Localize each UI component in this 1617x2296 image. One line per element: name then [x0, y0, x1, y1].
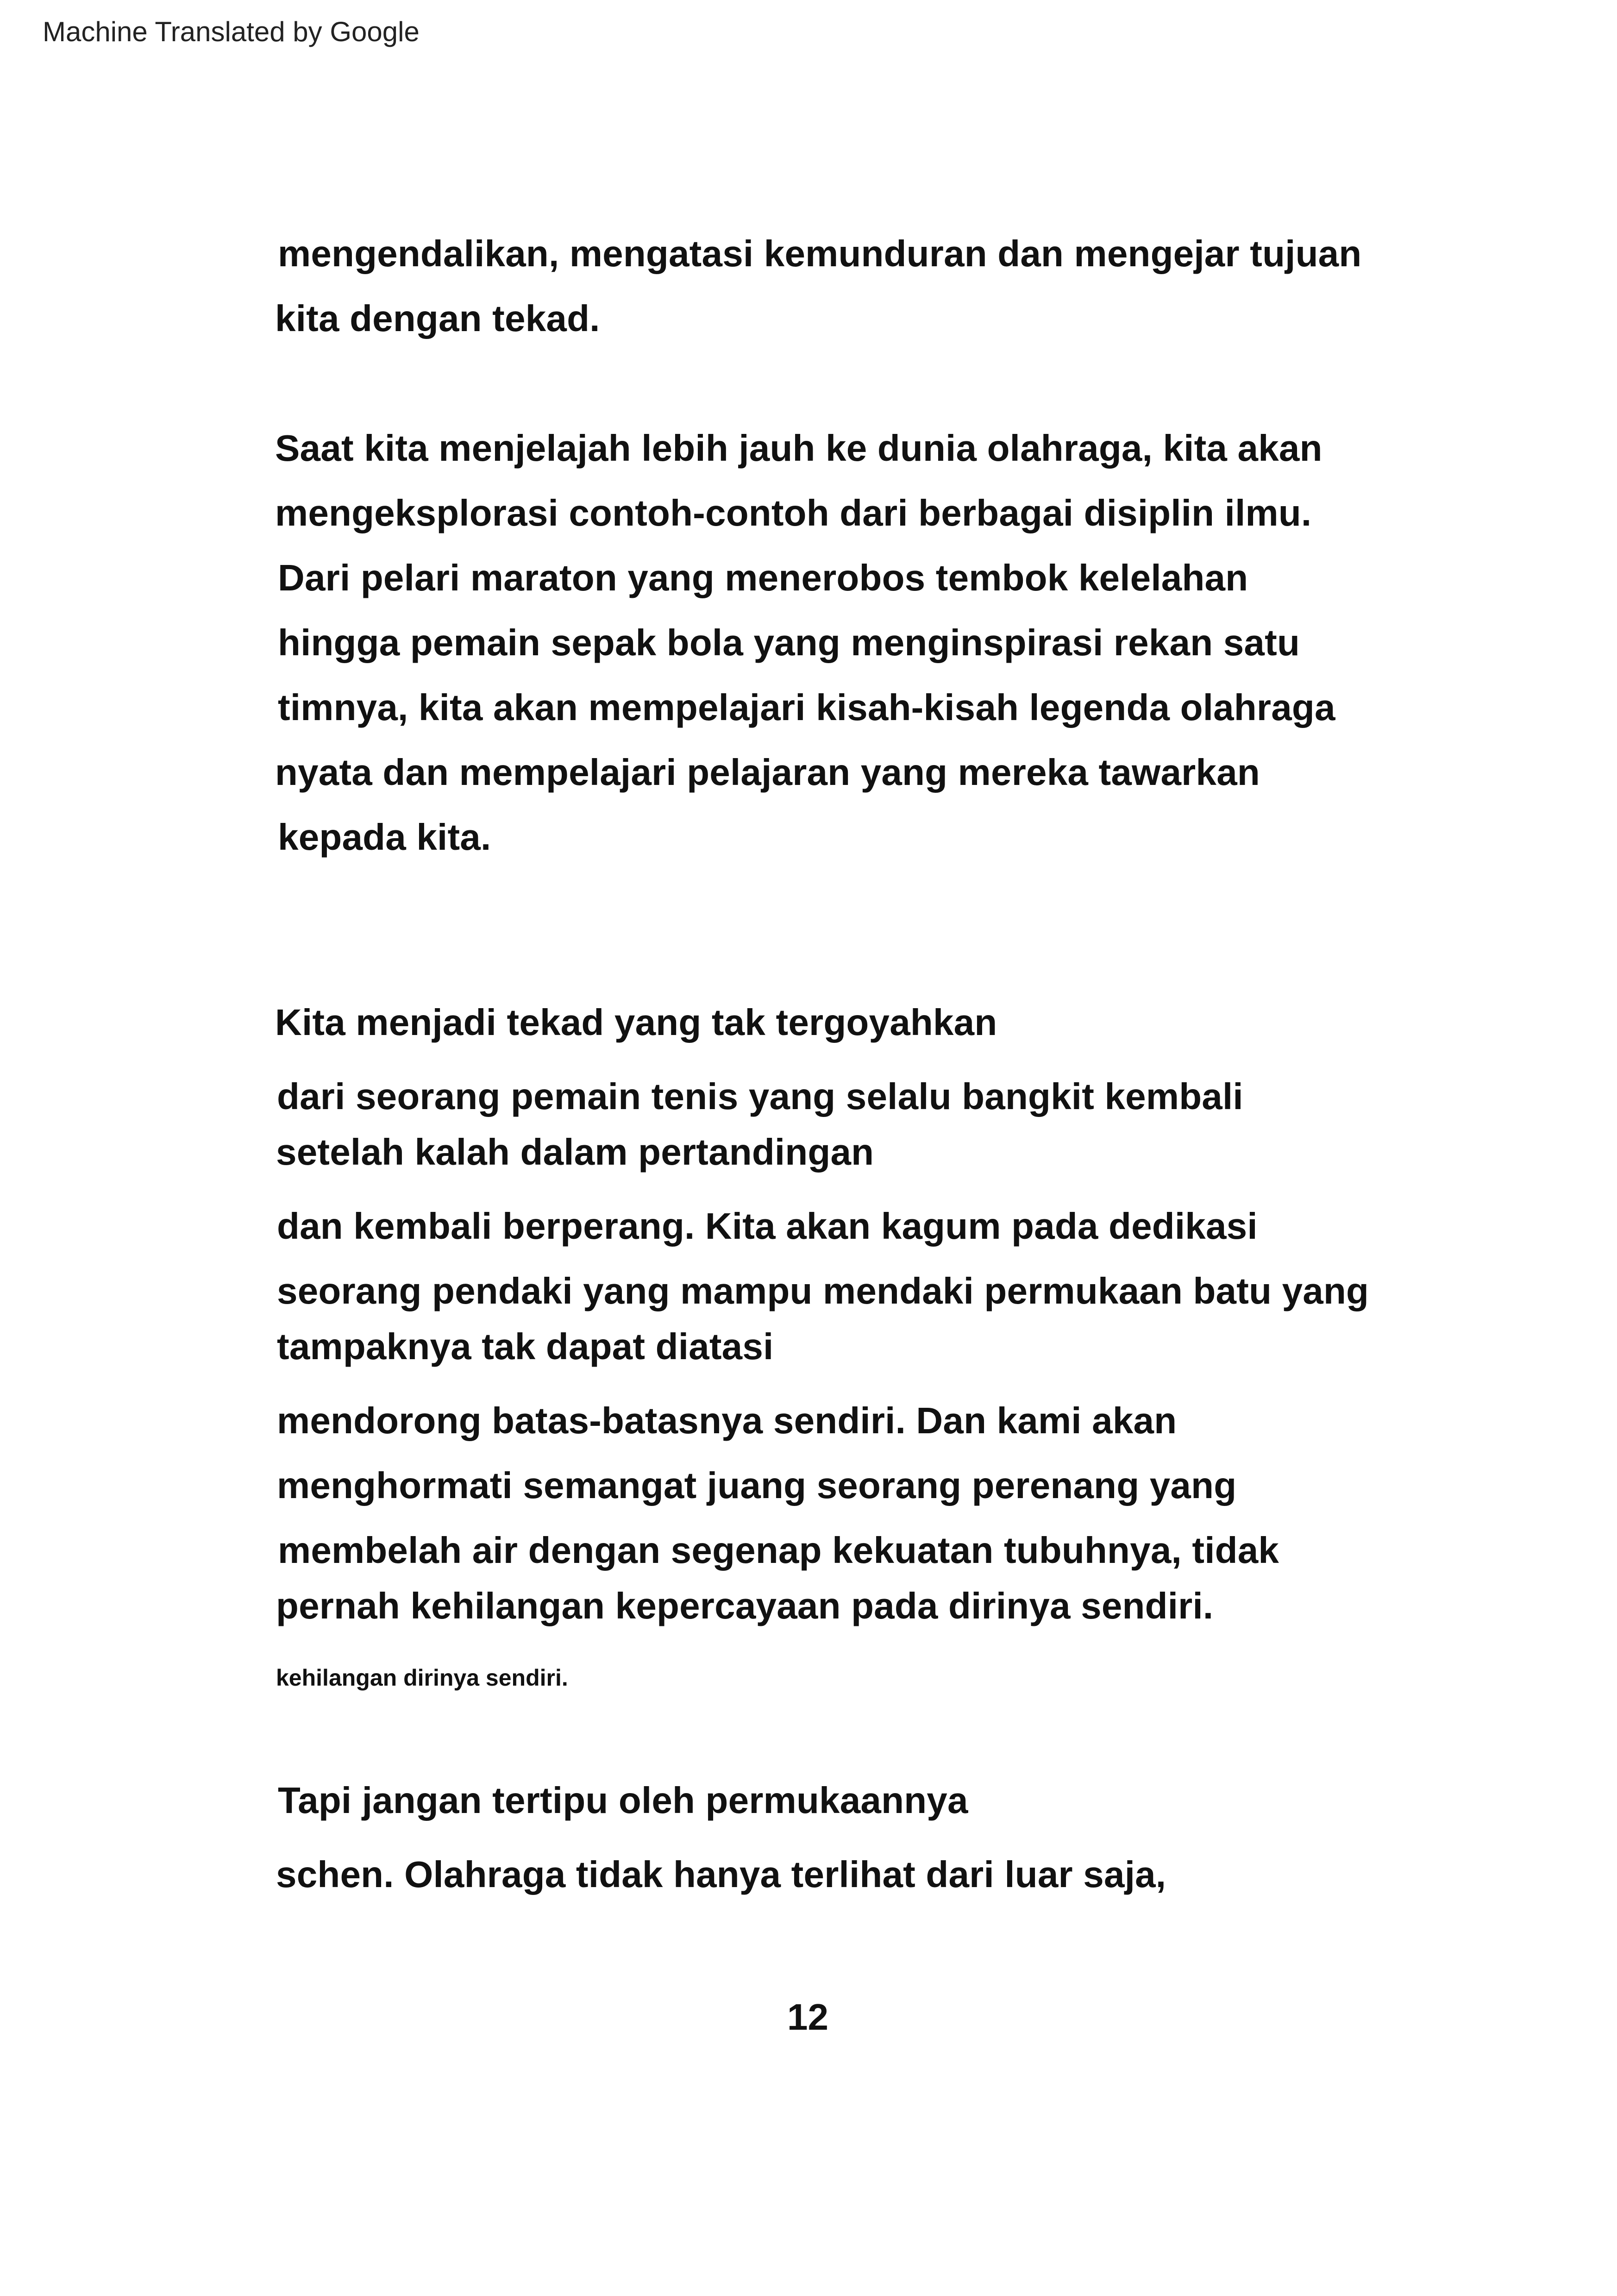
text-line: Tapi jangan tertipu oleh permukaannya — [278, 1780, 968, 1821]
text-line: setelah kalah dalam pertandingan — [276, 1131, 874, 1173]
text-line: Saat kita menjelajah lebih jauh ke dunia olahraga, kita akan — [275, 427, 1322, 469]
machine-translation-note: Machine Translated by Google — [43, 16, 420, 47]
text-line: mendorong batas-batasnya sendiri. Dan kami akan — [277, 1400, 1177, 1441]
text-line: Kita menjadi tekad yang tak tergoyahkan — [275, 1002, 997, 1043]
text-line: schen. Olahraga tidak hanya terlihat dari luar saja, — [276, 1854, 1166, 1895]
text-line: timnya, kita akan mempelajari kisah-kisah legenda olahraga — [278, 687, 1335, 728]
text-line: dan kembali berperang. Kita akan kagum pada dedikasi — [277, 1205, 1258, 1247]
text-line: mengendalikan, mengatasi kemunduran dan mengejar tujuan — [278, 233, 1362, 274]
text-line: pernah kehilangan kepercayaan pada dirinya sendiri. — [276, 1585, 1214, 1626]
text-line: mengeksplorasi contoh-contoh dari berbagai disiplin ilmu. — [275, 492, 1312, 533]
text-line: kepada kita. — [278, 816, 491, 858]
text-line: membelah air dengan segenap kekuatan tubuhnya, tidak — [278, 1530, 1279, 1571]
text-line: seorang pendaki yang mampu mendaki permukaan batu yang — [277, 1270, 1369, 1311]
text-line: kita dengan tekad. — [275, 298, 600, 339]
text-line: menghormati semangat juang seorang perenang yang — [277, 1465, 1237, 1506]
page-number: 12 — [787, 1996, 828, 2038]
text-line: tampaknya tak dapat diatasi — [277, 1326, 774, 1367]
text-line: hingga pemain sepak bola yang menginspirasi rekan satu — [278, 622, 1300, 663]
text-line-small: kehilangan dirinya sendiri. — [276, 1665, 568, 1691]
text-line: nyata dan mempelajari pelajaran yang mereka tawarkan — [275, 752, 1260, 793]
text-line: Dari pelari maraton yang menerobos tembok kelelahan — [278, 557, 1248, 598]
text-line: dari seorang pemain tenis yang selalu bangkit kembali — [277, 1076, 1243, 1117]
